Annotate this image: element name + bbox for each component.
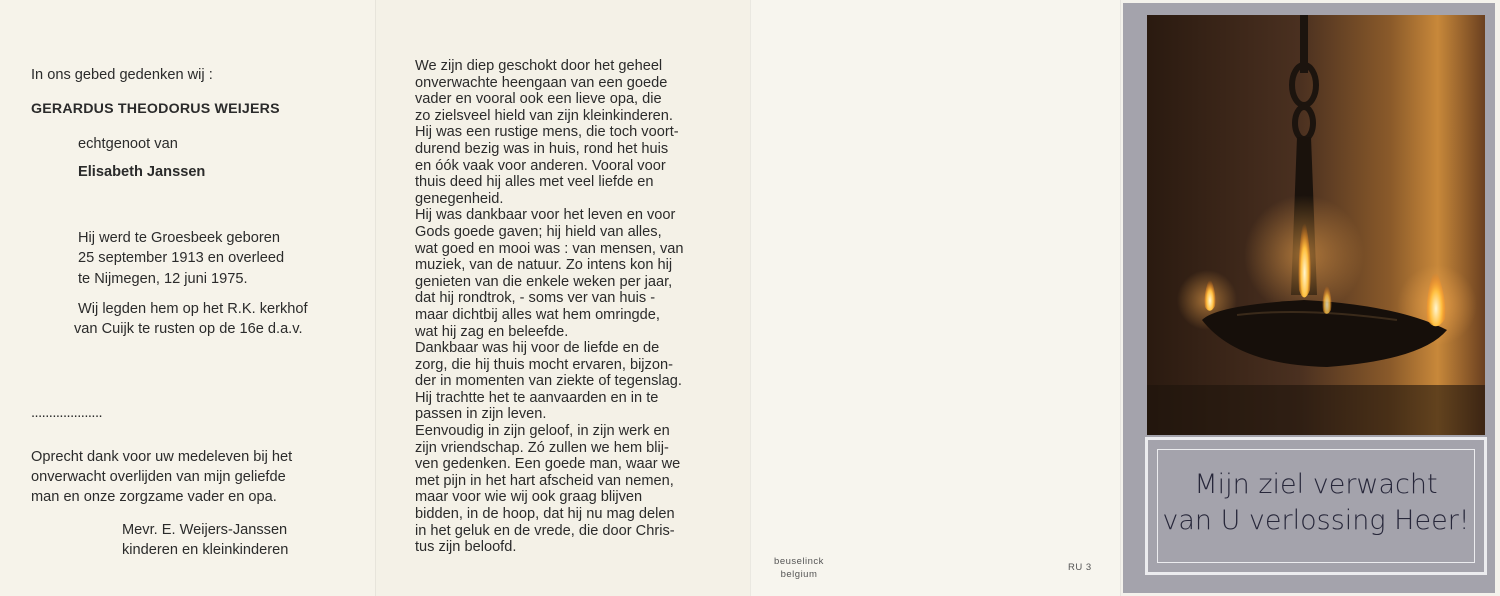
burial-line: Wij legden hem op het R.K. kerkhof xyxy=(78,301,308,317)
bio-line: Hij werd te Groesbeek geboren xyxy=(78,230,280,246)
spouse-label: echtgenoot van xyxy=(78,136,178,152)
left-panel xyxy=(0,0,375,596)
bio-line: 25 september 1913 en overleed xyxy=(78,250,285,266)
printer-imprint xyxy=(764,555,834,581)
deceased-name: GERARDUS THEODORUS WEIJERS xyxy=(31,101,280,117)
signature-line: Mevr. E. Weijers-Janssen xyxy=(122,522,288,538)
signature-line: kinderen en kleinkinderen xyxy=(122,542,289,558)
printer-country: belgium xyxy=(780,569,818,580)
tribute-text: We zijn diep geschokt door het geheel onverwachte heengaan van een goede vader en vooral ook een lieve opa, die zo zielsveel hield van zijn kleinkinderen. Hij was een rustige mens, die toch voort- durend bezig was in huis, rond het huis en óók vaak voor anderen. Vooral voor thuis deed hij alles met veel liefde en genegenheid. Hij was dankbaar voor het leven en voor Gods goede gaven; hij hield van alles, wat goed en mooi was : van mensen, van muziek, van de natuur. Zo intens kon hij genieten van die enkele weken per jaar, dat hij rondtrok, - soms ver van huis - maar dichtbij alles wat hem omringde, wat hij zag en beleefde. Dankbaar was hij voor de liefde en de zorg, die hij thuis mocht ervaren, bijzon- der in momenten van ziekte of tegenslag. Hij trachtte het te aanvaarden en in te passen in zijn leven. Eenvoudig in zijn geloof, in zijn werk en zijn vriendschap. Zó zullen we hem blij- ven gedenken. Een goede man, waar we met pijn in het hart afscheid van nemen, maar voor wie wij ook graag blijven bidden, in de hoop, dat hij nu mag delen in het geluk en de vrede, die door Chris- tus zijn beloofd. xyxy=(415,58,684,556)
caption-line: Mijn ziel verwacht xyxy=(1194,469,1438,500)
card-code: RU 3 xyxy=(1068,562,1092,573)
fold-line xyxy=(1120,0,1121,596)
printer-name: beuselinck xyxy=(774,556,824,567)
burial-line: van Cuijk te rusten op de 16e d.a.v. xyxy=(74,321,303,337)
fold-line xyxy=(750,0,751,596)
cover-panel xyxy=(1120,0,1500,596)
cover-frame xyxy=(1123,3,1495,593)
caption-frame xyxy=(1145,437,1487,575)
caption-line: van U verlossing Heer! xyxy=(1162,505,1470,536)
oil-lamp-icon xyxy=(1147,15,1485,435)
fold-line xyxy=(375,0,376,596)
thanks-line: onverwacht overlijden van mijn geliefde xyxy=(31,469,286,485)
bio-line: te Nijmegen, 12 juni 1975. xyxy=(78,271,248,287)
intro-text: In ons gebed gedenken wij : xyxy=(31,67,213,83)
separator-dots: .................... xyxy=(31,405,103,421)
oil-lamp-image xyxy=(1147,15,1485,435)
spouse-name: Elisabeth Janssen xyxy=(78,164,206,180)
back-panel xyxy=(750,0,1120,596)
thanks-line: man en onze zorgzame vader en opa. xyxy=(31,489,277,505)
middle-panel xyxy=(375,0,750,596)
caption-inner-frame xyxy=(1157,449,1475,563)
thanks-line: Oprecht dank voor uw medeleven bij het xyxy=(31,449,293,465)
